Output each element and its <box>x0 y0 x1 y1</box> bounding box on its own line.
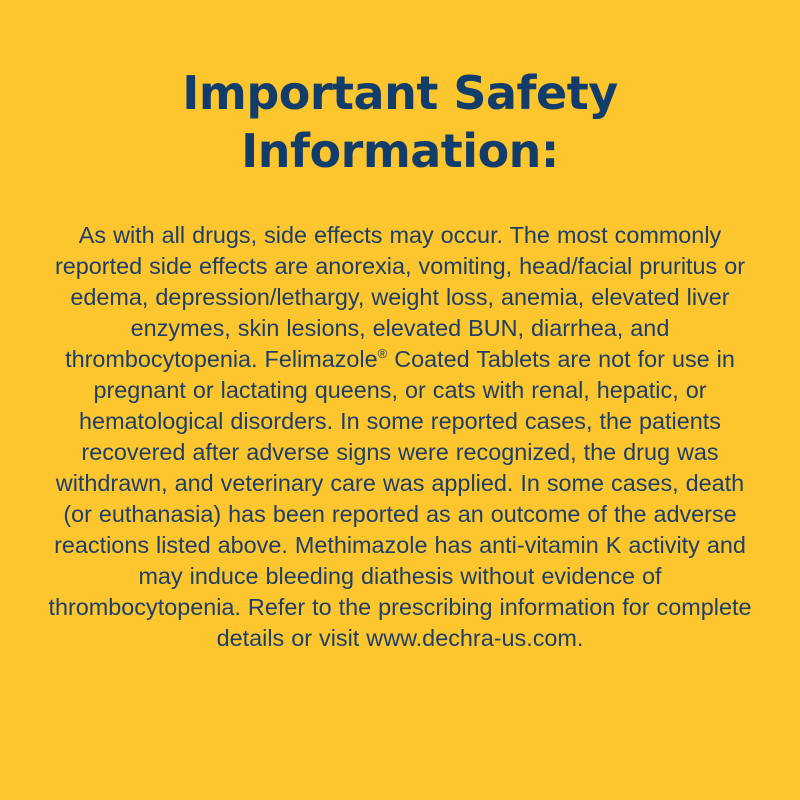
page-title <box>40 64 760 180</box>
paragraph-part-2: Coated Tablets are not for use in pregnant or lactating queens, or cats with renal, hepatic, or hematological disorders. In some reported cases, the patients recovered after adverse signs were recognized, the drug was withdrawn, and veterinary care was applied. In some cases, death (or euthanasia) has been reported as an outcome of the adverse reactions listed above. Methimazole has anti-vitamin K activity and may induce bleeding diathesis without evidence of thrombocytopenia. Refer to the prescribing information for complete details or visit <box>48 346 752 651</box>
title-line-2: Information: <box>241 124 559 178</box>
website-link[interactable]: www.dechra-us.com <box>366 625 577 651</box>
paragraph-part-1: As with all drugs, side effects may occur. The most commonly reported side effects are anorexia, vomiting, head/facial pruritus or edema, depression/lethargy, weight loss, anemia, elevated liver enzymes, skin lesions, elevated BUN, diarrhea, and thrombocytopenia. Felimazole <box>54 222 746 372</box>
registered-mark: ® <box>377 346 388 361</box>
title-line-1: Important Safety <box>182 66 618 120</box>
safety-paragraph <box>40 220 760 654</box>
paragraph-end: . <box>576 625 584 651</box>
